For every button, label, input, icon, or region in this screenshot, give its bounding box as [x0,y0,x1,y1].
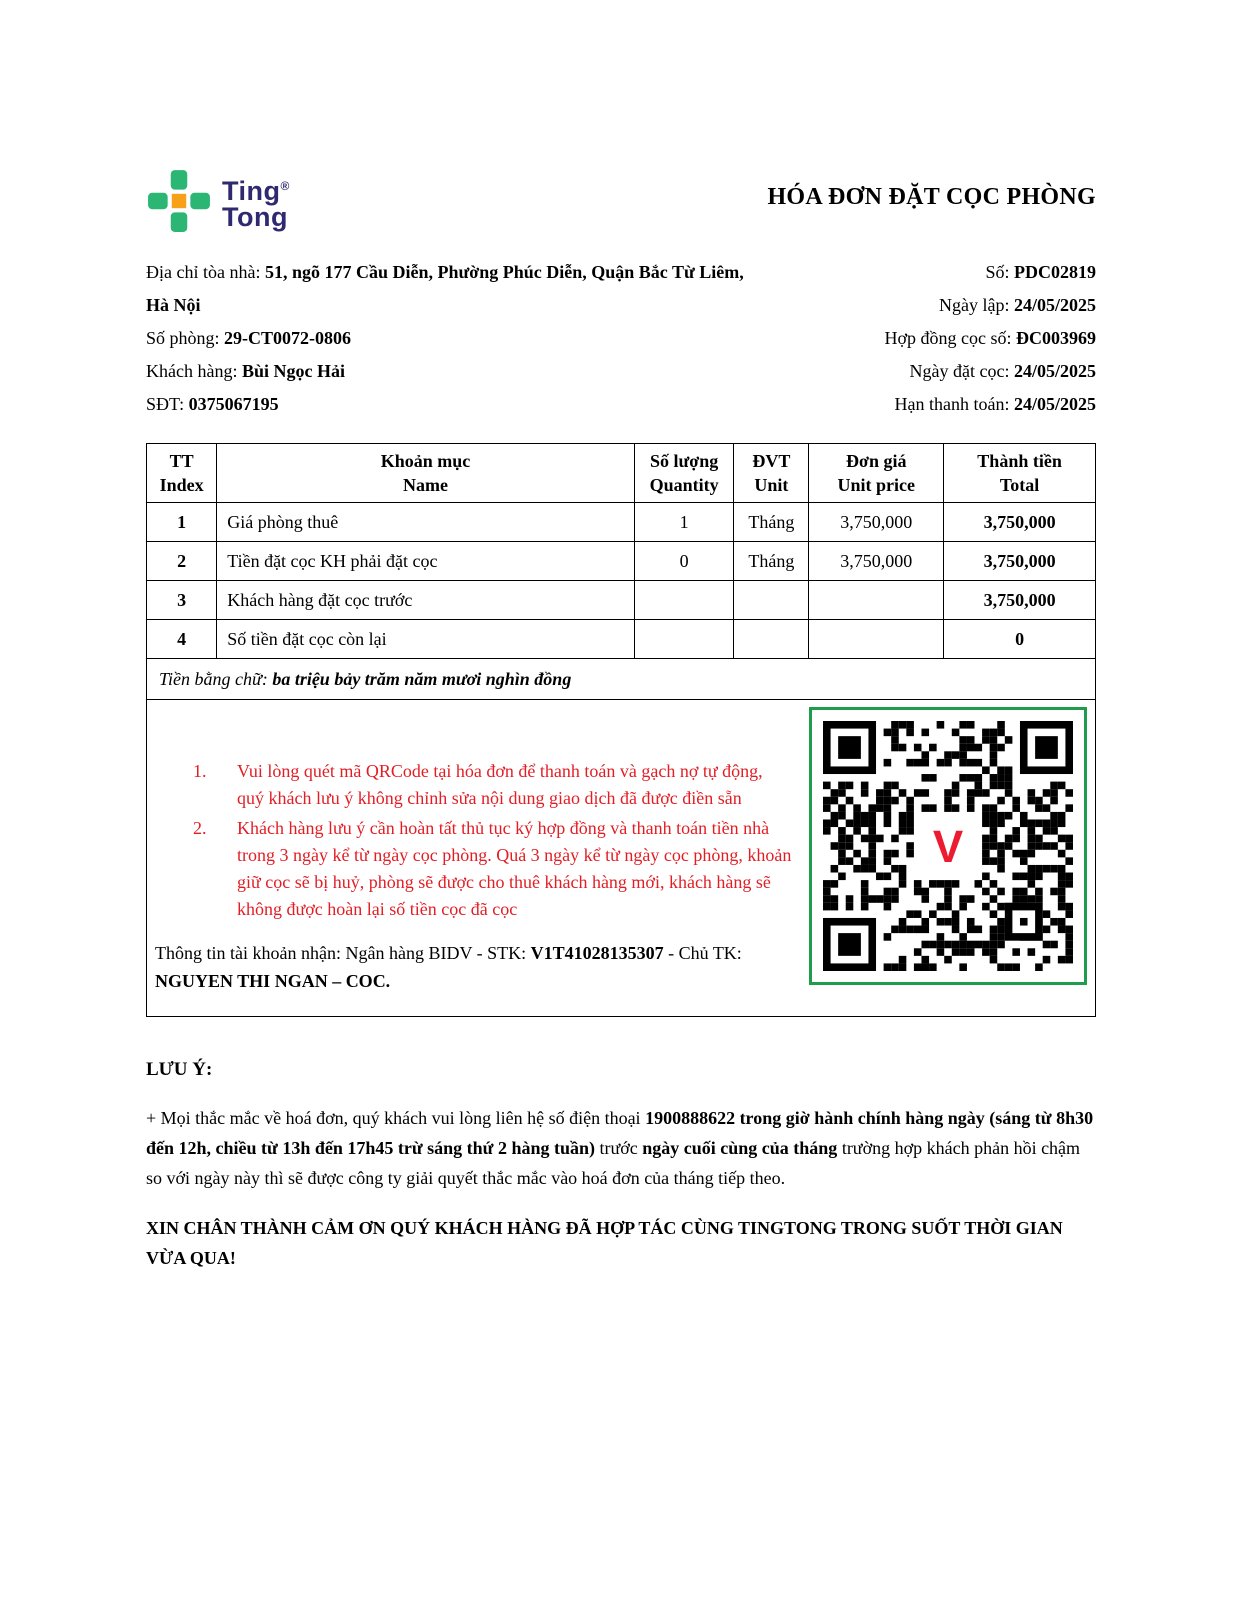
building-address-label: Địa chỉ tòa nhà: [146,262,265,282]
cell-unit [734,620,809,659]
issue-date-value: 24/05/2025 [1013,295,1096,315]
notice-title: LƯU Ý: [146,1058,213,1080]
phone-label: SĐT: [146,394,189,414]
bank-account-prefix: Thông tin tài khoản nhận: Ngân hàng BIDV - STK: [155,942,531,963]
customer-label: Khách hàng: [146,361,242,381]
room-number-row [146,322,746,355]
deposit-date-row [746,355,1096,388]
cell-index: 4 [147,620,217,659]
col-header-name: Khoản mục Name [217,444,635,503]
building-address-row [146,256,746,322]
bank-account-mid: - Chủ TK: [663,942,742,963]
col-header-unit: ĐVT Unit [734,444,809,503]
bank-account-info [155,939,793,995]
contract-number-label: Hợp đồng cọc số: [884,328,1016,348]
info-left-column [146,256,746,421]
cell-unit-price [809,581,944,620]
customer-row [146,355,746,388]
amount-in-words [147,659,1096,700]
room-number-label: Số phòng: [146,328,225,348]
cell-name: Giá phòng thuê [217,503,635,542]
deposit-date-label: Ngày đặt cọc: [909,361,1014,381]
table-row [147,542,1096,581]
table-row [147,581,1096,620]
header [146,168,1096,234]
red-notes-list [193,758,793,923]
cell-quantity: 1 [634,503,734,542]
cell-unit-price [809,620,944,659]
contract-number-row [746,322,1096,355]
due-date-value: 24/05/2025 [1013,394,1096,414]
cell-unit-price: 3,750,000 [809,503,944,542]
info-right-column [746,256,1096,421]
table-row [147,503,1096,542]
list-item [193,815,793,923]
items-table [146,443,1096,700]
invoice-number-label: Số: [985,262,1014,282]
invoice-content [146,168,1096,1273]
cell-name: Tiền đặt cọc KH phải đặt cọc [217,542,635,581]
table-row [147,620,1096,659]
due-date-label: Hạn thanh toán: [894,394,1014,414]
list-item-text: Khách hàng lưu ý cần hoàn tất thủ tục ký hợp đồng và thanh toán tiền nhà trong 3 ngày kể từ ngày cọc phòng. Quá 3 ngày kể từ ngày cọc phòng, khoản giữ cọc sẽ bị huỷ, phòng sẽ được cho thuê khách hàng mới, khách hàng sẽ không được hoàn lại số tiền cọc đã cọc [237,817,792,919]
cell-total: 3,750,000 [944,581,1096,620]
notice-seg-3: trước [595,1137,643,1158]
room-number-value: 29-CT0072-0806 [224,328,352,348]
contract-number-value: ĐC003969 [1016,328,1096,348]
cell-unit [734,581,809,620]
issue-date-row [746,289,1096,322]
notice-hotline: 1900888622 trong giờ hành chính hàng ngày (sáng từ 8h30 đến 12h, chiều từ 13h đến 17h45 trừ sáng thứ 2 hàng tuần) [146,1107,1094,1158]
svg-text:V: V [932,820,964,872]
col-header-total: Thành tiền Total [944,444,1096,503]
due-date-row [746,388,1096,421]
registered-mark: ® [280,178,290,193]
thank-you-message: XIN CHÂN THÀNH CẢM ƠN QUÝ KHÁCH HÀNG ĐÃ HỢP TÁC CÙNG TINGTONG TRONG SUỐT THỜI GIAN VỪA QUA! [146,1217,1063,1268]
cell-total: 0 [944,620,1096,659]
notice-seg-5: trường hợp khách phản hồi chậm so với ngày này thì sẽ được công ty giải quyết thắc mắc vào hoá đơn của tháng tiếp theo. [146,1137,1081,1188]
col-header-unit-price: Đơn giá Unit price [809,444,944,503]
amount-in-words-label: Tiền bằng chữ: [159,669,273,689]
cell-unit: Tháng [734,542,809,581]
cell-total: 3,750,000 [944,542,1096,581]
col-header-index: TT Index [147,444,217,503]
col-header-quantity: Số lượng Quantity [634,444,734,503]
cell-index: 1 [147,503,217,542]
payment-notes-box [146,699,1096,1017]
invoice-number-row [746,256,1096,289]
cell-quantity [634,620,734,659]
notice-seg-1: + Mọi thắc mắc về hoá đơn, quý khách vui lòng liên hệ số điện thoại [146,1107,646,1128]
cell-quantity: 0 [634,542,734,581]
cell-name: Số tiền đặt cọc còn lại [217,620,635,659]
invoice-info [146,256,1096,421]
tingtong-logo [146,168,290,234]
issue-date-label: Ngày lập: [939,295,1014,315]
deposit-date-value: 24/05/2025 [1013,361,1096,381]
tingtong-logo-text [222,173,290,230]
cell-quantity [634,581,734,620]
amount-in-words-row [147,659,1096,700]
logo-line1: Ting [222,175,281,206]
list-item-number: 1. [193,760,207,781]
cell-name: Khách hàng đặt cọc trước [217,581,635,620]
bank-account-holder: NGUYEN THI NGAN – COC. [155,970,391,991]
notice-paragraph [146,1103,1096,1193]
phone-value: 0375067195 [188,394,279,414]
page-title: HÓA ĐƠN ĐẶT CỌC PHÒNG [767,184,1096,210]
list-item-text: Vui lòng quét mã QRCode tại hóa đơn để thanh toán và gạch nợ tự động, quý khách lưu ý không chỉnh sửa nội dung giao dịch đã được điền sẵn [237,760,763,808]
list-item [193,758,793,812]
cell-index: 2 [147,542,217,581]
building-address-value: 51, ngõ 177 Cầu Diễn, Phường Phúc Diễn, Quận Bắc Từ Liêm, Hà Nội [146,262,744,315]
logo-line2: Tong [222,201,288,232]
cell-index: 3 [147,581,217,620]
tingtong-logo-icon [146,168,212,234]
payment-notes [147,700,803,1016]
qr-code [809,707,1087,985]
customer-value: Bùi Ngọc Hải [241,361,345,381]
bank-account-number: V1T41028135307 [530,942,664,963]
cell-unit: Tháng [734,503,809,542]
phone-row [146,388,746,421]
notice-deadline: ngày cuối cùng của tháng [642,1137,838,1158]
amount-in-words-value: ba triệu bảy trăm năm mươi nghìn đồng [272,669,572,689]
cell-unit-price: 3,750,000 [809,542,944,581]
qr-area [803,700,1095,1016]
cell-total: 3,750,000 [944,503,1096,542]
table-header-row [147,444,1096,503]
list-item-number: 2. [193,817,207,838]
invoice-number-value: PDC02819 [1014,262,1096,282]
